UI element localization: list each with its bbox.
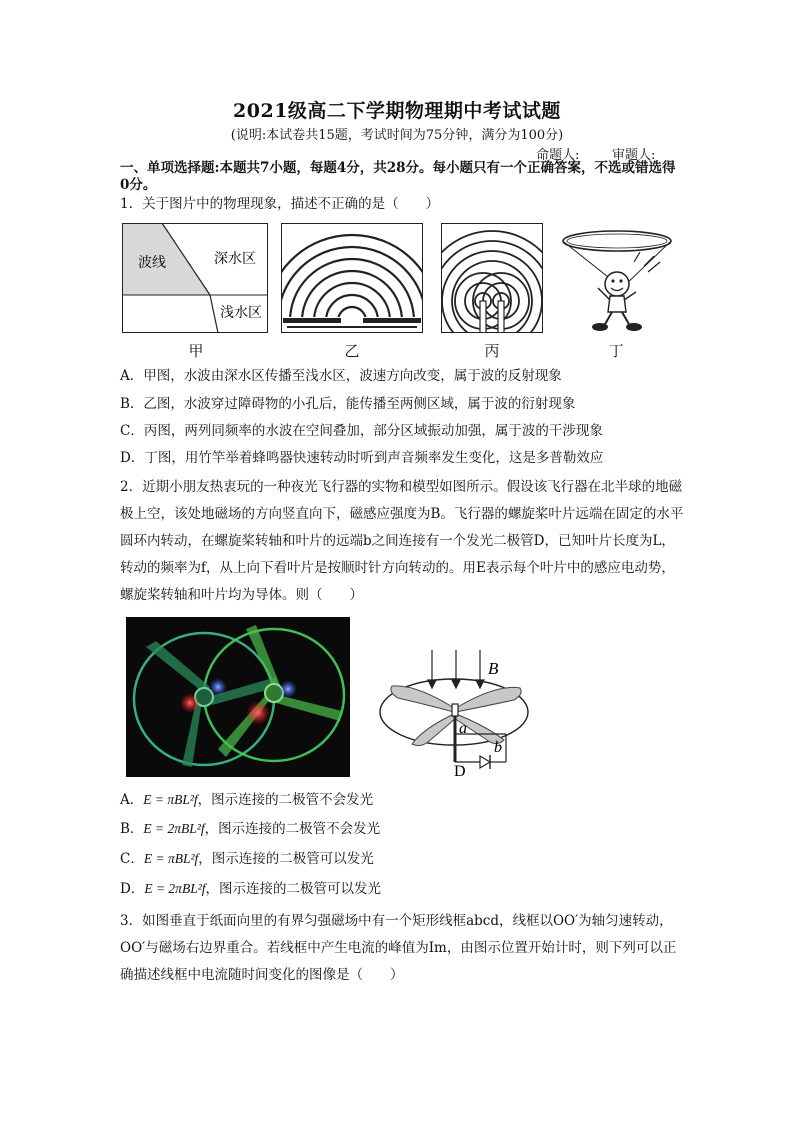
formula: E = πBL²f	[143, 792, 198, 807]
deep-water-region	[122, 223, 210, 295]
question-3-stem: 3．如图垂直于纸面向里的有界匀强磁场中有一个矩形线框abcd，线框以OO′为轴匀速转动，OO′与磁场右边界重合。若线框中产生电流的峰值为Im，由图示位置开始计时，则下列可以正确描述线框中电流随时间变化的图像是（ ）	[120, 913, 677, 983]
figure-bing	[441, 223, 543, 333]
source-rod-right	[498, 301, 504, 333]
figure-ding	[560, 226, 676, 334]
exam-note: (说明:本试卷共15题，考试时间为75分钟，满分为100分)	[230, 128, 564, 143]
question-1-stem: 1．关于图片中的物理现象，描述不正确的是（ ）	[120, 196, 440, 212]
author-label: 命题人:	[536, 148, 580, 163]
label-B: B	[488, 659, 499, 678]
figure-jia	[122, 223, 268, 333]
cartoon-head	[605, 272, 629, 296]
figure-yi	[281, 223, 423, 333]
q2-option-d: D．E = 2πBL²f，图示连接的二极管可以发光	[120, 881, 381, 897]
q1-option-b: B．乙图，水波穿过障碍物的小孔后，能传播至两侧区域，属于波的衍射现象	[120, 396, 576, 412]
q1-option-c: C．丙图，两列同频率的水波在空间叠加，部分区域振动加强，属于波的干涉现象	[120, 423, 603, 439]
exam-title: 2021级高二下学期物理期中考试试题	[233, 100, 561, 122]
question-2-stem: 2．近期小朋友热衷玩的一种夜光飞行器的实物和模型如图所示。假设该飞行器在北半球的地磁极上空，该处地磁场的方向竖直向下，磁感应强度为B。飞行器的螺旋桨叶片远端在固定的水平圆环内转动，在螺旋桨转轴和叶片的远端b之间连接有一个发光二极管D，已知叶片长度为L，转动的频率为f，从上向下看叶片是按顺时针方向转动的。用E表示每个叶片中的感应电动势，螺旋桨转轴和叶片均为导体。则（ ）	[120, 479, 684, 603]
section-heading: 一、单项选择题:本题共7小题，每题4分，共28分。每小题只有一个正确答案，不选或错选得0分。	[120, 160, 676, 193]
reviewer-label: 审题人:	[612, 148, 656, 163]
flyer-photo	[126, 617, 350, 777]
q1-option-d: D．丁图，用竹竿举着蜂鸣器快速转动时听到声音频率发生变化，这是多普勒效应	[120, 450, 604, 466]
barrier-left	[283, 318, 341, 323]
caption-yi: 乙	[344, 342, 360, 360]
barrier-right	[363, 318, 421, 323]
q2-option-b: B．E = 2πBL²f，图示连接的二极管不会发光	[120, 821, 381, 837]
label-deep-water: 深水区	[214, 251, 256, 267]
q2-option-c: C．E = πBL²f，图示连接的二极管可以发光	[120, 851, 374, 867]
q1-option-a: A．甲图，水波由深水区传播至浅水区，波速方向改变，属于波的反射现象	[120, 368, 562, 384]
formula: E = 2πBL²f	[144, 881, 206, 896]
caption-ding: 丁	[608, 342, 624, 360]
label-b: b	[494, 739, 502, 756]
formula: E = 2πBL²f	[143, 821, 205, 836]
label-D: D	[454, 763, 466, 780]
caption-jia: 甲	[188, 342, 204, 360]
flyer-model-diagram	[376, 648, 532, 780]
formula: E = πBL²f	[143, 851, 199, 866]
q2-option-a: A．E = πBL²f，图示连接的二极管不会发光	[120, 792, 374, 808]
label-shallow-water: 浅水区	[220, 305, 262, 321]
caption-bing: 丙	[484, 342, 500, 360]
label-a: a	[459, 720, 467, 737]
diode-symbol	[480, 756, 490, 768]
source-rod-left	[480, 301, 486, 333]
label-wave-line: 波线	[138, 255, 166, 271]
